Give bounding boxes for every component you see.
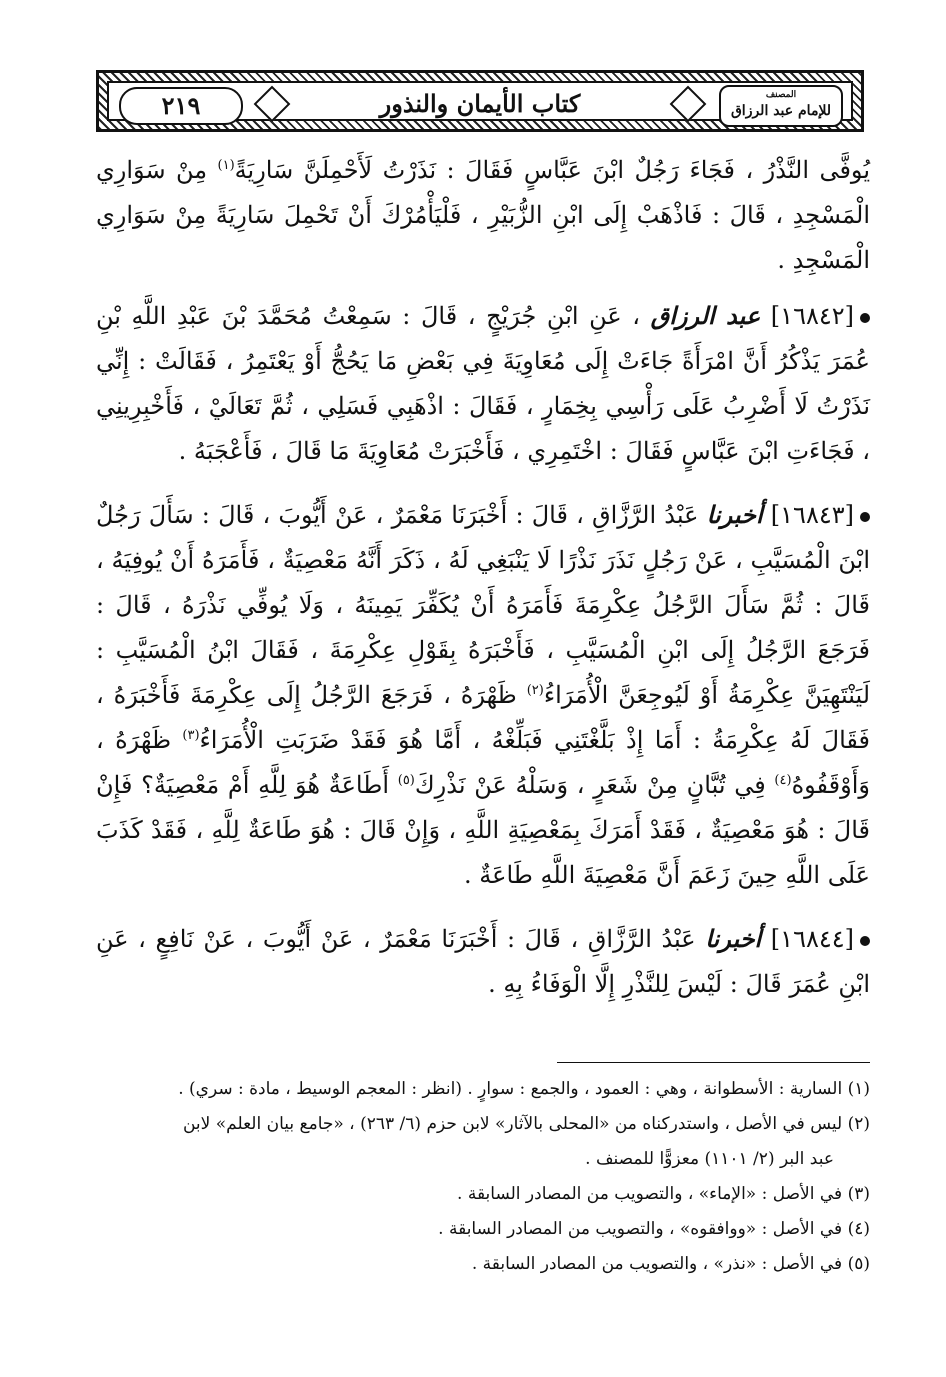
footnote-ref-3[interactable]: (٣)	[182, 728, 200, 743]
narrator-label: أخبرنا	[705, 924, 762, 953]
text-run: مِنْ سَوَارِي الْمَسْجِدِ ، قَالَ : فَاذْهَبْ إِلَى ابْنِ الزُّبَيْرِ ، فَلْيَأْمُرْكَ أَنْ تَحْمِلَ سَارِيَةً مِنْ سَوَارِي الْمَسْجِدِ .	[96, 156, 870, 274]
footnote-1: (١) السارية : الأسطوانة ، وهي : العمود ، والجمع : سوارٍ . (انظر : المعجم الوسيط ، مادة : سري) .	[178, 1079, 870, 1099]
series-logo	[719, 85, 843, 127]
footnote-4: (٤) في الأصل : «ووافقوه» ، والتصويب من المصادر السابقة .	[438, 1219, 870, 1239]
footnote-divider	[557, 1062, 870, 1063]
main-text	[96, 148, 870, 1025]
running-header	[96, 70, 864, 132]
hadith-16844	[96, 916, 870, 1007]
hadith-text: ظَهْرَهُ ، فَرَجَعَ الرَّجُلُ إِلَى عِكْرِمَةَ فَأَخْبَرَهُ ، فَقَالَ لَهُ عِكْرِمَةُ : أَمَا إِذْ بَلَّغْتَنِي فَبَلِّغْهُ ، أَمَّا هُوَ فَقَدْ ضَرَبَتِ الْأُمَرَاءُ	[96, 681, 871, 754]
hadith-text: ظَهْرَهُ ، وَأَوْقَفُوهُ	[96, 726, 870, 799]
logo-line-1: المصنف	[765, 90, 797, 100]
hadith-text: أَطَاعَةٌ هُوَ لِلَّهِ أَمْ مَعْصِيَةٌ؟ فَإِنْ قَالَ : هُوَ مَعْصِيَةٌ ، فَقَدْ أَمَرَكَ بِمَعْصِيَةِ اللَّهِ ، وَإِنْ قَالَ : هُوَ طَاعَةٌ لِلَّهِ ، فَقَدْ كَذَبَ عَلَى اللَّهِ حِينَ زَعَمَ أَنَّ مَعْصِيَةَ اللَّهِ طَاعَةٌ .	[96, 771, 870, 889]
hadith-16843	[96, 492, 870, 898]
hadith-16842	[96, 293, 870, 474]
footnote-2: (٢) ليس في الأصل ، واستدركناه من «المحلى بالآثار» لابن حزم (٦/ ٢٦٣) ، «جامع بيان العلم» لابن	[182, 1114, 870, 1134]
hadith-number: [١٦٨٤٤]	[770, 925, 854, 953]
footnote-2-continued: عبد البر (٢/ ١١٠١) معزوًّا للمصنف .	[585, 1149, 834, 1169]
hadith-text: عَبْدُ الرَّزَّاقِ ، قَالَ : أَخْبَرَنَا مَعْمَرٌ ، عَنْ أَيُّوبَ ، قَالَ : سَأَلَ رَجُلٌ ابْنَ الْمُسَيَّبِ ، عَنْ رَجُلٍ نَذَرَ نَذْرًا لَا يَنْبَغِي لَهُ ، ذَكَرَ أَنَّهُ مَعْصِيَةٌ ، فَأَمَرَهُ أَنْ يُوفِيَهُ ، قَالَ : ثُمَّ سَأَلَ الرَّجُلُ عِكْرِمَةَ فَأَمَرَهُ أَنْ يُكَفِّرَ يَمِينَهُ ، وَلَا يُوفِّي نَذْرَهُ ، قَالَ : فَرَجَعَ الرَّجُلُ إِلَى ابْنِ الْمُسَيَّبِ ، فَأَخْبَرَهُ بِقَوْلِ عِكْرِمَةَ ، فَقَالَ ابْنُ الْمُسَيَّبِ : لَيَنْتَهِيَنَّ عِكْرِمَةُ أَوْ لَيُوجِعَنَّ الْأُمَرَاءُ	[96, 501, 871, 709]
bullet-icon	[860, 512, 870, 522]
hadith-text: ، عَنِ ابْنِ جُرَيْجٍ ، قَالَ : سَمِعْتُ مُحَمَّدَ بْنَ عَبْدِ اللَّهِ بْنِ عُمَرَ يَذْكُرُ أَنَّ امْرَأَةً جَاءَتْ إِلَى مُعَاوِيَةَ فِي بَعْضِ مَا يَحُجُّ أَوْ يَعْتَمِرُ ، فَقَالَتْ : إِنِّي نَذَرْتُ لَا أَضْرِبُ عَلَى رَأْسِي بِخِمَارٍ ، فَقَالَ : اذْهَبِي فَسَلِي ، ثُمَّ تَعَالَيْ ، فَأَخْبِرِينِي ، فَجَاءَتِ ابْنَ عَبَّاسٍ فَقَالَ : اخْتَمِرِي ، فَأَخْبَرَتْ مُعَاوِيَةَ مَا قَالَ ، فَأَعْجَبَهُ .	[96, 302, 870, 465]
hadith-number: [١٦٨٤٣]	[770, 501, 854, 529]
continuation-paragraph	[96, 148, 870, 283]
hadith-text: عَبْدُ الرَّزَّاقِ ، قَالَ : أَخْبَرَنَا مَعْمَرٌ ، عَنْ أَيُّوبَ ، عَنْ نَافِعٍ ، عَنِ ابْنِ عُمَرَ قَالَ : لَيْسَ لِلنَّذْرِ إِلَّا الْوَفَاءُ بِهِ .	[96, 925, 870, 998]
hadith-number: [١٦٨٤٢]	[770, 302, 854, 330]
footnote-ref-1[interactable]: (١)	[217, 158, 235, 173]
footnote-ref-5[interactable]: (٥)	[397, 773, 415, 788]
hadith-text: فِي تُبَّانٍ مِنْ شَعَرٍ ، وَسَلْهُ عَنْ نَذْرِكَ	[414, 771, 775, 799]
page-number: ٢١٩	[119, 87, 243, 125]
header-frame	[107, 81, 853, 121]
footnote-5: (٥) في الأصل : «نذر» ، والتصويب من المصادر السابقة .	[471, 1254, 870, 1274]
logo-line-2: للإمام عبد الرزاق	[730, 103, 832, 119]
footnote-ref-2[interactable]: (٢)	[526, 683, 544, 698]
bullet-icon	[860, 936, 870, 946]
narrator-label: أخبرنا	[706, 500, 763, 529]
footnotes	[96, 1072, 870, 1282]
bullet-icon	[860, 313, 870, 323]
text-run: يُوفَّى النَّذْرُ ، فَجَاءَ رَجُلٌ ابْنَ عَبَّاسٍ فَقَالَ : نَذَرْتُ لَأَحْمِلَنَّ سَارِيَةً	[234, 156, 870, 184]
book-chapter-title: كتاب الأيمان والنذور	[379, 89, 581, 118]
narrator-label: عبد الرزاق	[650, 301, 761, 330]
footnote-ref-4[interactable]: (٤)	[774, 773, 792, 788]
footnote-3: (٣) في الأصل : «الإماء» ، والتصويب من المصادر السابقة .	[457, 1184, 870, 1204]
